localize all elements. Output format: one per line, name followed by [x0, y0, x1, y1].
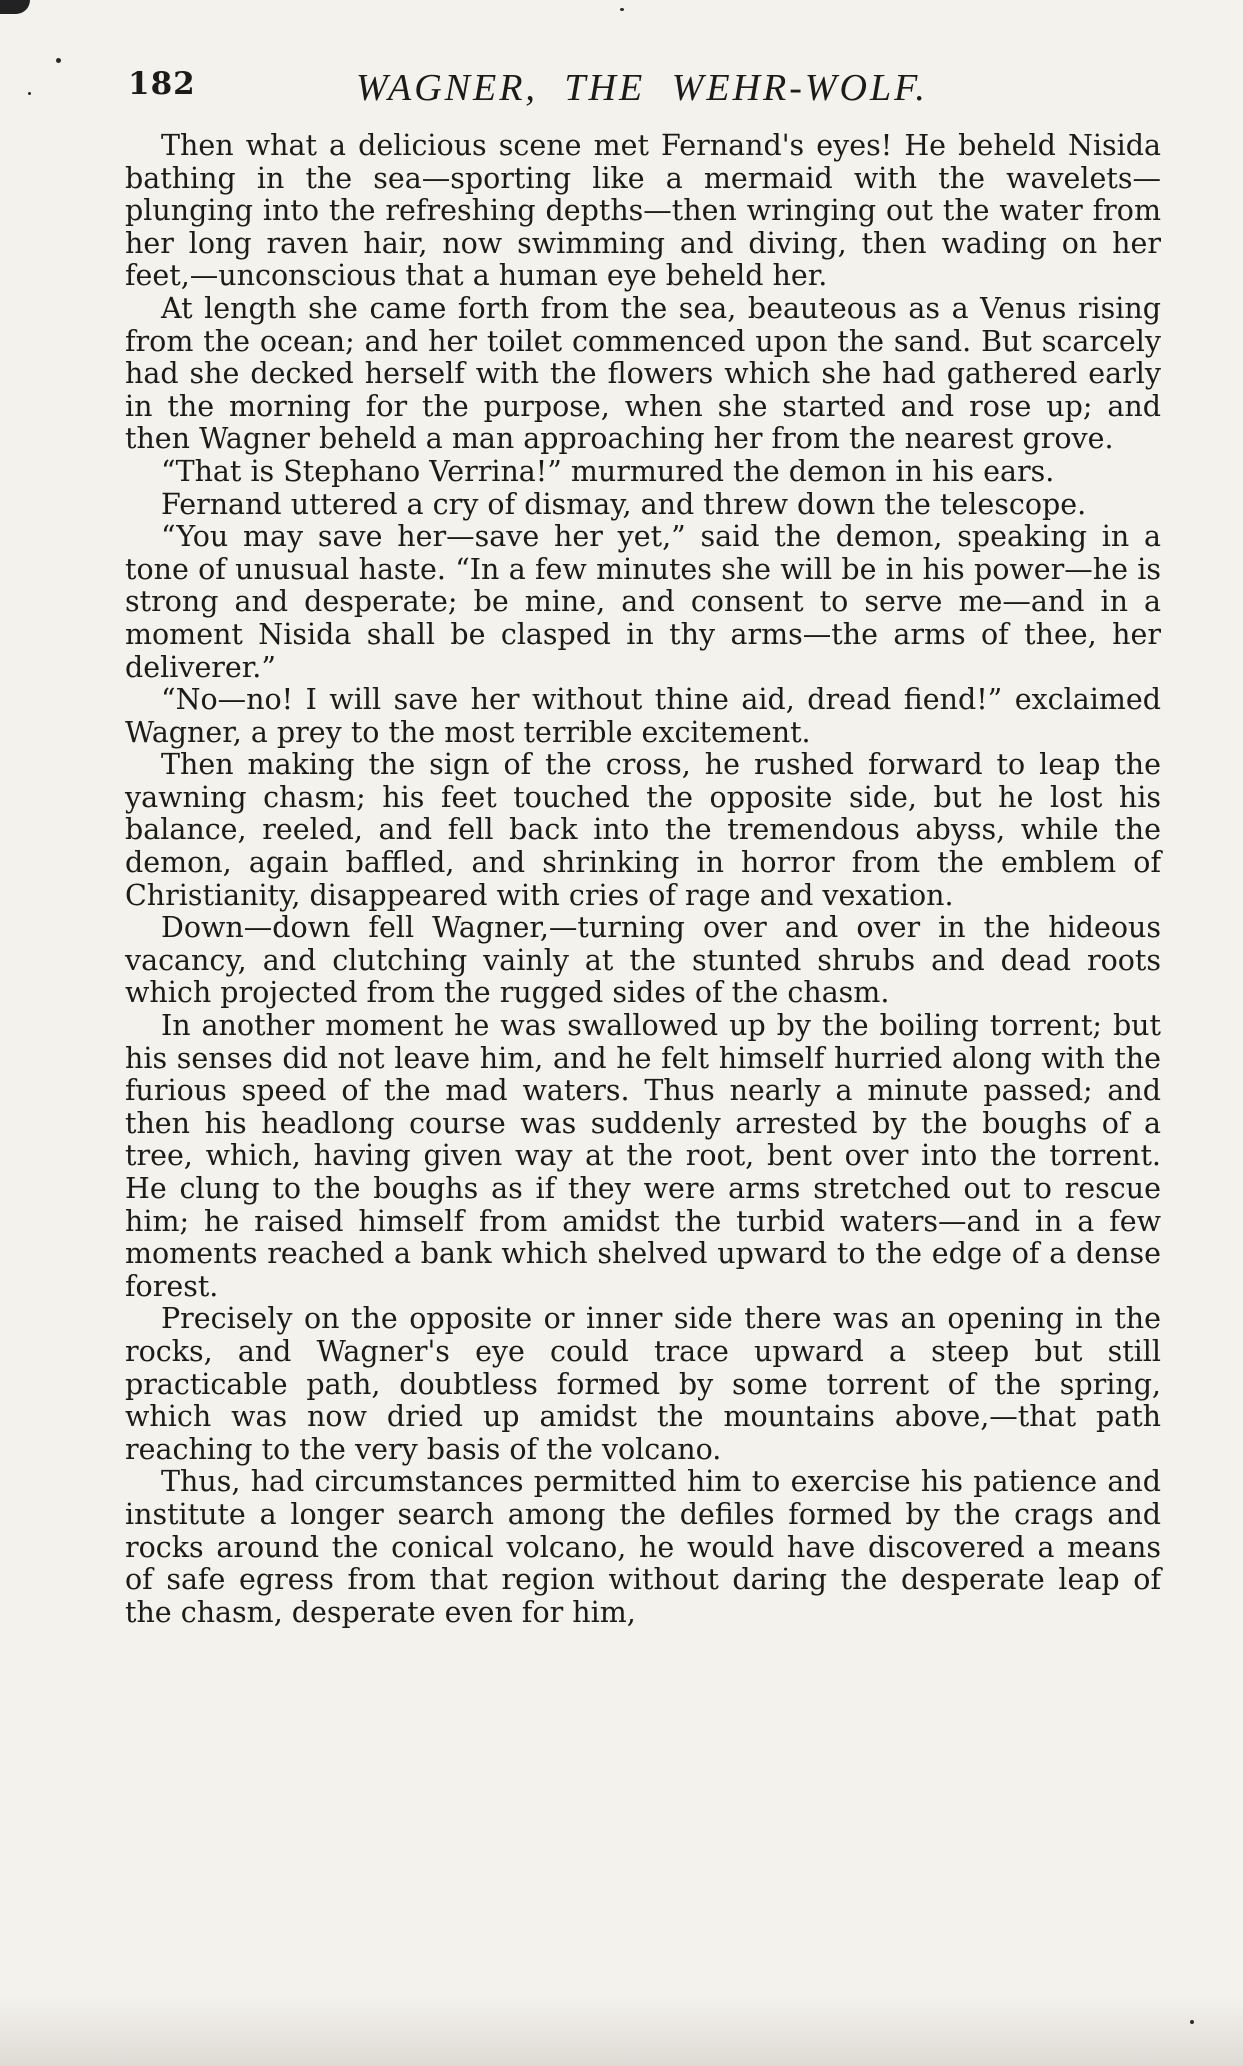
page-number: 182	[128, 66, 196, 102]
scan-speck	[56, 58, 61, 63]
paragraph: Fernand uttered a cry of dismay, and threw down the telescope.	[161, 487, 1087, 521]
paragraph: “No—no! I will save her without thine aid, dread fiend!” exclaimed Wagner, a prey to the most terrible excitement.	[125, 683, 1161, 749]
scan-bottom-edge	[0, 1996, 1243, 2066]
paragraph: In another moment he was swallowed up by the boiling torrent; but his senses did not leave him, and he felt himself hurried along with the furious speed of the mad waters. Thus nearly a minute passed; and then his headlong course was suddenly arrested by the boughs of a tree, which, having given way at the root, bent over into the torrent. He clung to the boughs as if they were arms stretched out to rescue him; he raised himself from amidst the turbid waters—and in a few moments reached a bank which shelved upward to the edge of a dense forest.	[125, 1009, 1161, 1303]
paragraph: Precisely on the opposite or inner side there was an opening in the rocks, and Wagner's eye could trace upward a steep but still practicable path, doubtless formed by some torrent of the spring, which was now dried up amidst the mountains above,—that path reaching to the very basis of the volcano.	[125, 1302, 1161, 1466]
paragraph: At length she came forth from the sea, beauteous as a Venus rising from the ocean; and her toilet commenced upon the sand. But scarcely had she decked herself with the flowers which she had gathered early in the morning for the purpose, when she started and rose up; and then Wagner beheld a man approaching her from the nearest grove.	[125, 291, 1161, 456]
paragraph: Then what a delicious scene met Fernand's eyes! He beheld Nisida bathing in the sea—sporting like a mermaid with the wavelets—plunging into the refreshing depths—then wringing out the water from her long raven hair, now swimming and diving, then wading on her feet,—unconscious that a human eye beheld her.	[125, 129, 1161, 293]
paragraph: Thus, had circumstances permitted him to exercise his patience and institute a longer search among the defiles formed by the crags and rocks around the conical volcano, he would have discovered a means of safe egress from that region without daring the desperate leap of the chasm, desperate even for him,	[125, 1465, 1161, 1629]
paragraph: “That is Stephano Verrina!” murmured the demon in his ears.	[161, 454, 1055, 488]
paragraph: “You may save her—save her yet,” said the demon, speaking in a tone of unusual haste. “In a few minutes she will be in his power—he is strong and desperate; be mine, and consent to serve me—and in a moment Nisida shall be clasped in thy arms—the arms of thee, her deliverer.”	[125, 520, 1161, 684]
scan-speck	[620, 8, 624, 11]
paragraph: Down—down fell Wagner,—turning over and over in the hideous vacancy, and clutching vainly at the stunted shrubs and dead roots which projected from the rugged sides of the chasm.	[125, 911, 1161, 1010]
running-title: WAGNER, THE WEHR-WOLF.	[356, 67, 928, 109]
page-header	[128, 66, 1168, 116]
body-text	[125, 130, 1161, 1629]
scan-edge-mark	[0, 0, 30, 14]
paragraph: Then making the sign of the cross, he rushed forward to leap the yawning chasm; his feet touched the opposite side, but he lost his balance, reeled, and fell back into the tremendous abyss, while the demon, again baffled, and shrinking in horror from the emblem of Christianity, disappeared with cries of rage and vexation.	[125, 748, 1161, 912]
scan-speck	[28, 92, 31, 95]
